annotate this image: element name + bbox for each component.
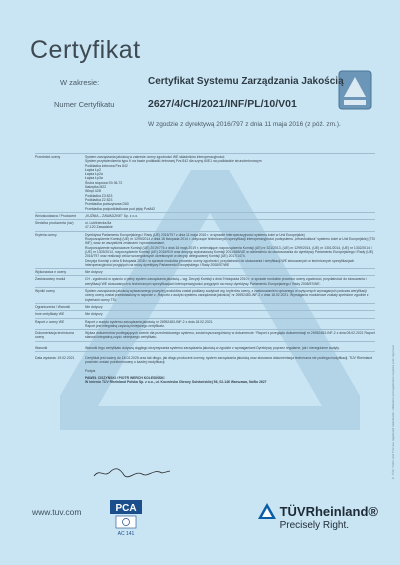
svg-text:AC 141: AC 141	[117, 531, 135, 537]
certificate-title: Certyfikat	[30, 36, 141, 64]
svg-text:PCA: PCA	[115, 503, 137, 514]
row-applicant	[35, 212, 375, 219]
row-line: Podkładka żebrowa Pzs 842	[85, 163, 128, 168]
row-criteria	[35, 231, 375, 268]
row-line: Nakrętka M22	[85, 185, 107, 190]
certificate-number-label: Numer Certyfikatu	[54, 100, 115, 109]
row-other-certificates	[35, 310, 375, 317]
row-line: Certyfikat jest ważny do 18.02.2025 oraz tak długo, jak długo producent ocenny, system zarządzania jakością oraz stosowna dokumentacja techniczna nie podlega modyfikacji. TÜV Rheinland powinien zostać poinformowany o każdej modyfikacji.	[85, 355, 373, 365]
row-line: Przekładka podpodkładkowa pod płytę Pzs842	[85, 206, 156, 211]
row-line: Nie dotyczy	[85, 270, 103, 275]
row-line: Raport jest integralną częścią niniejszego certyfikatu.	[85, 323, 165, 328]
row-line: Raport z audytu systemu zarządzania jakością nr 26952483-INF-2 z dnia 18.02.2021.	[85, 319, 214, 324]
row-line: Łapka Łp3a	[85, 176, 103, 181]
row-label: Wnioskodawca / Producent	[35, 213, 77, 218]
trademark-side-note: ® TÜV, TUEV and TUV are registered trademarks. Utilisation and application requires prior approval.	[391, 344, 395, 480]
row-label: Inne certyfikaty WE	[35, 312, 65, 317]
row-subject	[35, 153, 375, 212]
row-label: Raport z oceny WE	[35, 319, 65, 324]
row-issue-date	[35, 351, 375, 385]
row-label: Wyniki oceny	[35, 289, 55, 294]
row-line: Wkręt 42B	[85, 189, 101, 194]
row-line: Warunki tego certyfikatu dotyczą ciągłego utrzymywania systemu zarządzania jakością w zgodzie z wymaganiami Dyrektywy poprzez regularne, jak i nieregularne audyty.	[85, 345, 340, 350]
row-line: Przekładka podszynowa D60	[85, 202, 129, 207]
row-line: System przytwierdzenia typu K na bazie podkładki żebrowej Pzs 842 dla szyny 60E1 na podkładzie strunobetonowym	[85, 159, 262, 164]
row-label: Kryteria oceny	[35, 232, 57, 237]
signatory-address: W imieniu TÜV Rheinland Polska Sp. z o.o., ul. Kocmirska Obrony Solstońskiiej 56, 02-146 Warszawa, NoBo 2627	[85, 380, 267, 385]
row-label: Warunki	[35, 345, 48, 350]
row-line: System zarządzania jakością wytwarzanego powyżej produktów został poddany audytowi wg. kryteriów oceny, z zastosowaniem opisanego w wytycznych wymaganych podczas weryfikacji oceny oceny został przedstawiony w raporcie z „Raportu z audytu systemu zarządzania jakością” nr 26952483-INF-2 z dnia 18.02.2021. Wymagania moduleowe zostały spełnione zgodnie z kryteriami oceny TSI.	[85, 289, 369, 302]
row-assessor	[35, 268, 375, 275]
scope-value: Certyfikat Systemu Zarządzania Jakością	[148, 76, 344, 87]
row-line: Decyzja Komisji z dnia 8 listopada 2018 r. w sprawie modułów procedur oceny zgodności, przydatności do stosowania i weryfikacji WE stosowanych w technicznych specyfikacjach interoperacyjności przyjętych na mocy dyrektywy Parlamentu Europejskiego i Rady 2008/57/WE	[85, 258, 355, 267]
row-line: „KUŹNIA – ZAWADZKIE” Sp. z o.o.	[85, 213, 139, 218]
row-restrictions	[35, 303, 375, 310]
brand-tagline: Precisely Right.	[279, 520, 350, 531]
row-line: 47-120 Zawadzkie	[85, 225, 113, 230]
scope-label: W zakresie:	[60, 78, 100, 87]
row-label: Siedziba producenta (ów)	[35, 221, 74, 226]
row-module	[35, 275, 375, 287]
row-label: Zastosowany moduł	[35, 277, 66, 282]
row-results	[35, 287, 375, 303]
row-label: Dokumentacja techniczna oceny	[35, 331, 74, 340]
row-line: CH - zgodność w oparciu o pełny system zarządzania jakością – wg. Decyzji Komisji z dnia 9 listopada 2010 r. w sprawie modułów procedur oceny zgodności, przydatności do stosowania i weryfikacji WE stosowanych w technicznych specyfikacjach interoperacyjności przyjętych na mocy dyrektywy Parlamentu Europejskiego i Rady 2008/57/WE.	[85, 277, 367, 286]
tuv-triangle-icon	[257, 502, 277, 520]
row-line: Podkładka Z2 823	[85, 197, 113, 202]
row-conditions	[35, 341, 375, 351]
row-line: Dyrektywa Parlamentu Europejskiego i Rady (UE) 2016/797 z dnia 11 maja 2016 r. w sprawie interoperacyjności systemu kolei w Unii Europejskiej	[85, 232, 305, 237]
row-line: Łapka Łp2a	[85, 172, 103, 177]
brand-name: TÜVRheinland®	[279, 503, 378, 519]
footer-url[interactable]: www.tuv.com	[32, 507, 82, 517]
handwritten-signature	[92, 466, 172, 480]
row-label: Przedmiot oceny	[35, 155, 61, 159]
row-line: Nie dotyczy	[85, 312, 103, 317]
row-line: Łapka Łp2	[85, 167, 101, 172]
pca-accreditation-logo	[108, 498, 144, 538]
row-line: Wykaz dokumentów podlegających ocenie dla przedmiotowego systemu, został wyszczególniony w dokumencie: “Raport z przeglądu dokumentacji nr 26952483-INF-2 z dnia 08.02.2021 Raport stanowi integralną część niniejszego certyfikatu.	[85, 331, 375, 340]
row-line: Podkładka Z3 823	[85, 193, 113, 198]
signatory-names: PAWEŁ CISZYŃSKI / PIOTR WERCH KOLESIŃSKI	[85, 375, 165, 380]
row-line: Nie dotyczy	[85, 304, 103, 309]
tuv-rheinland-logo	[257, 502, 378, 531]
row-line: Rozporządzenie Komisji (UE) nr 1299/2014 z dnia 18 listopada 2014 r. dotyczące technicznych specyfikacji interoperacyjności podsystemu „Infrastruktura” systemu kolei w Unii Europejskiej (TSI INF), wraz ze wszystkimi zmianami i sprostowaniami.	[85, 237, 375, 246]
row-label: Data wydania: 19.02.2021	[35, 355, 75, 360]
row-line: Śruba stopowa Sh 36-72	[85, 180, 123, 185]
row-label: Wykonawca n oceny	[35, 270, 67, 275]
certificate-details-table	[35, 153, 375, 385]
row-line: System zarządzania jakością w zakresie oceny zgodności WE składników interoperacyjności:	[85, 155, 226, 159]
row-label: Ograniczenia / Warunki	[35, 304, 71, 309]
row-line: Rozporządzenie wykonawcze Komisji (UE) 2019/776 z dnia 16 maja 2019 r. zmieniające rozporządzenia Komisji (UE) nr 321/2013, (UE) nr 1299/2014, (UE) nr 1301/2014, (UE) nr 1302/2014 i (UE) nr 1303/2014, rozporządzenie Komisji (UE) 2016/919 oraz decyzję wykonawczą Komisji 2011/665/UE w odniesieniu do dostosowania do dyrektywy Parlamentu Europejskiego i Rady (UE) 2016/797 oraz realizacji celów szczegółowych określonych w decyzji delegowanej Komisji (UE) 2017/1474.	[85, 245, 374, 259]
row-manufacturer-address	[35, 219, 375, 231]
row-technical-documentation	[35, 329, 375, 341]
row-line: ul. Lubliniecka 8a	[85, 221, 112, 226]
directive-note: W zgodzie z dyrektywą 2016/797 z dnia 11 maja 2016 (z póź. zm.).	[148, 121, 341, 128]
row-line: Podpis	[85, 368, 96, 373]
row-report	[35, 318, 375, 330]
certificate-number-value: 2627/4/CH/2021/INF/PL/10/V01	[148, 98, 297, 110]
